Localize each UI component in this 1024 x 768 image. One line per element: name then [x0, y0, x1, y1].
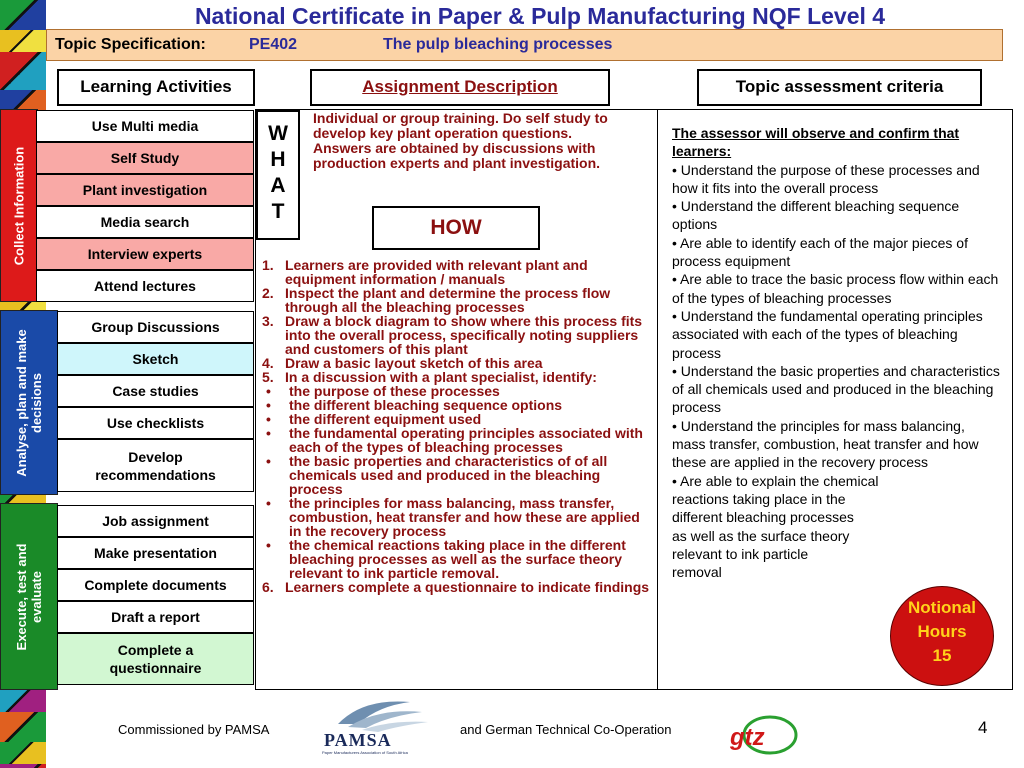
- column-divider: [657, 109, 658, 690]
- activity-complete-documents: Complete documents: [57, 569, 254, 601]
- criteria-item: • Understand the principles for mass balancing, mass transfer, combustion, heat transfer and how these are applied in the recovery process: [672, 417, 979, 471]
- activity-attend-lectures: Attend lectures: [36, 270, 254, 302]
- pamsa-logo: [318, 694, 438, 756]
- topic-label: Topic Specification:: [55, 36, 206, 53]
- step-text: the basic properties and characteristics of of all chemicals used and produced in the bleaching process: [289, 453, 608, 497]
- notional-hours-badge: [890, 586, 994, 686]
- step-text: the different bleaching sequence options: [289, 397, 563, 413]
- topic-code: PE402: [249, 36, 298, 53]
- sidebar-label: Collect Information: [11, 146, 27, 265]
- pamsa-wordmark: PAMSA: [324, 730, 392, 750]
- what-box: [256, 110, 300, 240]
- activity-use-checklists: Use checklists: [57, 407, 254, 439]
- how-steps-list: [262, 258, 656, 594]
- how-box: HOW: [372, 206, 540, 250]
- stripe-segment: [0, 0, 46, 30]
- step-marker: 5.: [262, 369, 274, 385]
- criteria-item: as well as the surface theory: [672, 527, 850, 544]
- stripe-segment: [0, 742, 46, 764]
- step-marker: •: [266, 411, 271, 427]
- step-text: Inspect the plant and determine the process flow through all the bleaching processes: [285, 285, 611, 315]
- criteria-item: • Understand the purpose of these processes and how it fits into the overall process: [672, 161, 980, 196]
- stripe-segment: [0, 712, 46, 742]
- sidebar-collect-information: [0, 109, 38, 302]
- how-step-item: [262, 412, 656, 426]
- step-marker: •: [266, 383, 271, 399]
- criteria-item: • Are able to explain the chemical reactions taking place in the: [672, 472, 879, 507]
- page-number: 4: [978, 718, 988, 737]
- activity-develop-recommendations: Develop recommendations: [57, 439, 254, 492]
- what-letter: H: [270, 148, 286, 171]
- step-marker: 1.: [262, 257, 274, 273]
- what-letter: T: [271, 200, 285, 223]
- criteria-item: • Understand the different bleaching sequence options: [672, 198, 960, 233]
- what-letter: W: [268, 122, 288, 145]
- gtz-logo: [726, 714, 798, 756]
- step-marker: 4.: [262, 355, 274, 371]
- activity-draft-report: Draft a report: [57, 601, 254, 633]
- notional-label: Notional: [908, 598, 976, 617]
- step-marker: •: [266, 453, 271, 469]
- activity-case-studies: Case studies: [57, 375, 254, 407]
- criteria-item: different bleaching processes: [672, 509, 854, 526]
- how-step-item: [262, 538, 656, 580]
- topic-name: The pulp bleaching processes: [383, 36, 613, 53]
- step-marker: •: [266, 425, 271, 441]
- criteria-item: removal: [672, 564, 722, 581]
- step-text: the different equipment used: [289, 411, 482, 427]
- step-text: Learners complete a questionnaire to indicate findings: [285, 579, 650, 595]
- criteria-item: • Understand the basic properties and characteristics of all chemicals used and produced in the bleaching process: [672, 362, 1000, 416]
- sidebar-label: Analyse, plan and make decisions: [14, 328, 44, 477]
- hours-label: Hours: [917, 622, 967, 641]
- activity-use-multi-media: Use Multi media: [36, 110, 254, 142]
- step-text: Learners are provided with relevant plant and equipment information / manuals: [285, 257, 588, 287]
- footer-cooperation: and German Technical Co-Operation: [460, 722, 672, 737]
- step-marker: •: [266, 537, 271, 553]
- how-step-item: [262, 398, 656, 412]
- step-text: the chemical reactions taking place in the different bleaching processes as well as the surface theory relevant to ink particle removal.: [289, 537, 626, 581]
- page-title: National Certificate in Paper & Pulp Manufacturing NQF Level 4: [194, 3, 886, 29]
- hours-value: 15: [932, 646, 952, 665]
- activity-plant-investigation: Plant investigation: [36, 174, 254, 206]
- learning-activities-header: Learning Activities: [57, 69, 255, 106]
- activity-interview-experts: Interview experts: [36, 238, 254, 270]
- how-step-item: [262, 426, 656, 454]
- step-marker: •: [266, 397, 271, 413]
- how-step-item: [262, 258, 656, 286]
- footer-commissioned: Commissioned by PAMSA: [118, 722, 270, 737]
- step-marker: 6.: [262, 579, 274, 595]
- step-marker: 3.: [262, 313, 274, 329]
- step-text: the purpose of these processes: [289, 383, 500, 399]
- activity-job-assignment: Job assignment: [57, 505, 254, 537]
- step-text: the fundamental operating principles associated with each of the types of bleaching processes: [289, 425, 643, 455]
- sidebar-label: Execute, test and evaluate: [14, 543, 44, 650]
- sidebar-analyse-plan: [0, 310, 58, 495]
- how-step-item: [262, 286, 656, 314]
- step-text: In a discussion with a plant specialist, identify:: [285, 369, 597, 385]
- gtz-wordmark: gtz: [730, 724, 765, 751]
- assignment-description-header: Assignment Description: [310, 69, 610, 106]
- what-letter: A: [270, 174, 286, 197]
- step-text: Draw a basic layout sketch of this area: [285, 355, 543, 371]
- activity-group-discussions: Group Discussions: [57, 311, 254, 343]
- step-text: Draw a block diagram to show where this process fits into the overall process, specifically noting suppliers and customers of this plant: [285, 313, 643, 357]
- how-step-item: [262, 356, 656, 370]
- how-step-item: [262, 370, 656, 384]
- criteria-item: • Are able to trace the basic process flow within each of the types of bleaching processes: [672, 271, 999, 306]
- stripe-segment: [0, 30, 46, 52]
- activity-sketch: Sketch: [57, 343, 254, 375]
- criteria-item: • Understand the fundamental operating principles associated with each of the types of bleaching process: [672, 307, 983, 361]
- criteria-heading: The assessor will observe and confirm that learners:: [672, 125, 960, 160]
- stripe-segment: [0, 52, 46, 90]
- criteria-item: relevant to ink particle: [672, 545, 809, 562]
- how-step-item: [262, 454, 656, 496]
- step-text: the principles for mass balancing, mass transfer, combustion, heat transfer and how these are applied in the recovery process: [289, 495, 640, 539]
- topic-specification-bar: [46, 29, 1003, 61]
- how-step-item: [262, 384, 656, 398]
- stripe-segment: [0, 764, 46, 768]
- criteria-item: • Are able to identify each of the major pieces of process equipment: [672, 234, 968, 270]
- activity-complete-questionnaire: Complete a questionnaire: [57, 633, 254, 685]
- activity-media-search: Media search: [36, 206, 254, 238]
- assessment-criteria-text: [672, 124, 1002, 581]
- pamsa-subtitle: Paper Manufacturers Association of South Africa: [322, 750, 408, 755]
- how-step-item: [262, 314, 656, 356]
- what-description: Individual or group training. Do self study to develop key plant operation questions. Answers are obtained by discussions with production experts and plant investigation.: [313, 110, 608, 171]
- step-marker: •: [266, 495, 271, 511]
- activity-make-presentation: Make presentation: [57, 537, 254, 569]
- activity-self-study: Self Study: [36, 142, 254, 174]
- how-step-item: [262, 496, 656, 538]
- sidebar-execute-test: [0, 503, 58, 690]
- how-step-item: [262, 580, 656, 594]
- assessment-criteria-header: Topic assessment criteria: [697, 69, 982, 106]
- step-marker: 2.: [262, 285, 274, 301]
